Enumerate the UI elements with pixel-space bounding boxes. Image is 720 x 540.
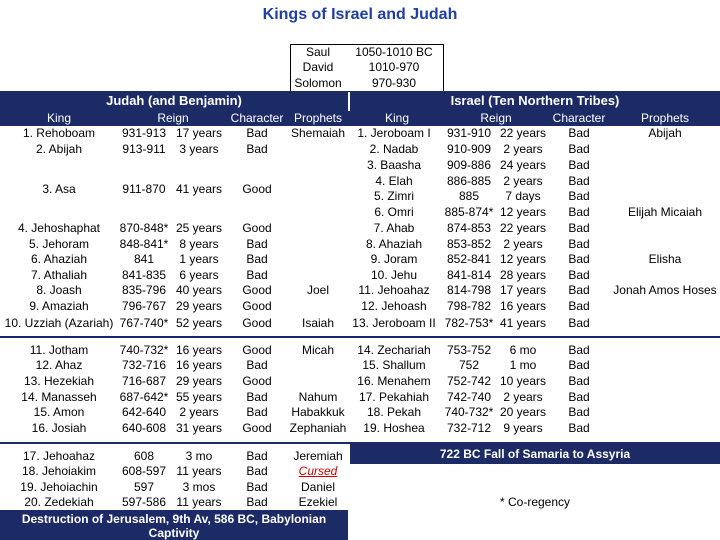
- israel-reign-cell: 732-712: [446, 421, 492, 435]
- judah-character-cell: Bad: [246, 405, 268, 419]
- israel-character-cell: Bad: [568, 205, 590, 219]
- judah-character-cell: Good: [242, 343, 272, 357]
- united-king-saul: Saul: [305, 45, 331, 59]
- israel-king-cell: 9. Joram: [370, 252, 418, 266]
- israel-years-cell: 16 years: [499, 299, 547, 313]
- prophet-jeremiah: Jeremiah: [293, 449, 343, 463]
- judah-years-cell: 2 years: [179, 405, 219, 419]
- united-king-solomon: Solomon: [294, 76, 342, 90]
- israel-col-king: King: [384, 111, 410, 125]
- prophet-jonah-amos-hoses: Jonah Amos Hoses: [613, 283, 717, 297]
- judah-header-bar: [0, 91, 348, 111]
- judah-years-cell: 11 years: [176, 495, 222, 509]
- israel-character-cell: Bad: [568, 421, 590, 435]
- fall-of-samaria-text: 722 BC Fall of Samaria to Assyria: [439, 447, 631, 461]
- judah-years-cell: 29 years: [175, 299, 223, 313]
- prophet-elisha: Elisha: [648, 252, 682, 266]
- israel-years-cell: 10 years: [499, 374, 547, 388]
- judah-king-cell: 13. Hezekiah: [23, 374, 95, 388]
- prophet-abijah: Abijah: [648, 126, 682, 140]
- israel-character-cell: Bad: [568, 299, 590, 313]
- prophet-micah: Micah: [301, 343, 334, 357]
- israel-years-cell: 7 days: [505, 189, 541, 203]
- united-years-saul: 1050-1010 BC: [355, 45, 433, 59]
- judah-character-cell: Good: [242, 374, 272, 388]
- judah-years-cell: 29 years: [175, 374, 223, 388]
- israel-character-cell: Bad: [568, 237, 590, 251]
- judah-king-cell: 14. Manasseh: [21, 390, 97, 404]
- judah-king-cell: 18. Jehoiakim: [21, 464, 97, 478]
- israel-king-cell: 17. Pekahiah: [358, 390, 430, 404]
- judah-king-cell: 16. Josiah: [31, 421, 87, 435]
- united-king-david: David: [302, 60, 334, 74]
- israel-years-cell: 2 years: [503, 142, 543, 156]
- judah-col-reign: Reign: [157, 111, 189, 125]
- israel-years-cell: 28 years: [499, 268, 547, 282]
- israel-years-cell: 6 mo: [509, 343, 537, 357]
- judah-reign-cell: 597-586: [121, 495, 167, 509]
- coregency-note: * Co-regency: [499, 495, 571, 509]
- prophet-isaiah: Isaiah: [301, 316, 335, 330]
- israel-king-cell: 3. Baasha: [366, 158, 422, 172]
- israel-reign-cell: 841-814: [446, 268, 492, 282]
- judah-character-cell: Bad: [246, 142, 268, 156]
- judah-king-cell: 7. Athaliah: [30, 268, 88, 282]
- judah-character-cell: Bad: [246, 358, 268, 372]
- page-title: Kings of Israel and Judah: [262, 6, 458, 23]
- israel-reign-cell: 886-885: [446, 174, 492, 188]
- judah-character-cell: Good: [242, 283, 272, 297]
- israel-col-reign: Reign: [480, 111, 512, 125]
- judah-years-cell: 25 years: [175, 221, 223, 235]
- prophet-elijah-micaiah: Elijah Micaiah: [627, 205, 703, 219]
- israel-character-cell: Bad: [568, 343, 590, 357]
- israel-years-cell: 22 years: [499, 221, 547, 235]
- judah-character-cell: Good: [242, 221, 272, 235]
- judah-reign-cell: 608: [133, 449, 155, 463]
- israel-years-cell: 22 years: [499, 126, 547, 140]
- israel-king-cell: 11. Jehoahaz: [358, 283, 430, 297]
- israel-character-cell: Bad: [568, 142, 590, 156]
- fall-of-samaria-banner: [350, 444, 720, 464]
- israel-reign-cell: 885-874*: [444, 205, 494, 219]
- judah-reign-cell: 642-640: [121, 405, 167, 419]
- judah-king-cell: 9. Amaziah: [29, 299, 89, 313]
- judah-king-cell: 8. Joash: [36, 283, 82, 297]
- israel-king-cell: 15. Shallum: [362, 358, 426, 372]
- judah-character-cell: Good: [242, 421, 272, 435]
- israel-character-cell: Bad: [568, 374, 590, 388]
- judah-king-cell: 15. Amon: [33, 405, 85, 419]
- judah-reign-cell: 911-870: [122, 182, 166, 196]
- judah-character-cell: Bad: [246, 268, 268, 282]
- israel-reign-cell: 814-798: [446, 283, 492, 297]
- judah-reign-cell: 640-608: [121, 421, 167, 435]
- judah-col-character: Character: [230, 111, 284, 125]
- israel-king-cell: 18. Pekah: [366, 405, 422, 419]
- prophet-shemaiah: Shemaiah: [290, 126, 346, 140]
- israel-character-cell: Bad: [568, 405, 590, 419]
- united-years-david: 1010-970: [368, 60, 420, 74]
- israel-reign-cell: 753-752: [446, 343, 492, 357]
- judah-years-cell: 16 years: [175, 358, 223, 372]
- israel-king-cell: 4. Elah: [375, 174, 413, 188]
- prophet-nahum: Nahum: [298, 390, 338, 404]
- judah-character-cell: Good: [242, 182, 272, 196]
- israel-years-cell: 2 years: [503, 174, 543, 188]
- israel-reign-cell: 852-841: [446, 252, 492, 266]
- israel-character-cell: Bad: [568, 126, 590, 140]
- destruction-banner: [0, 510, 348, 540]
- israel-character-cell: Bad: [568, 316, 590, 330]
- prophet-zephaniah: Zephaniah: [289, 421, 347, 435]
- israel-years-cell: 12 years: [499, 252, 547, 266]
- judah-years-cell: 40 years: [175, 283, 223, 297]
- israel-reign-cell: 742-740: [446, 390, 492, 404]
- judah-king-cell: 17. Jehoahaz: [22, 449, 96, 463]
- israel-reign-cell: 752-742: [446, 374, 492, 388]
- israel-reign-cell: 752: [458, 358, 480, 372]
- israel-character-cell: Bad: [568, 221, 590, 235]
- prophet-cursed-note: Cursed: [298, 464, 338, 478]
- judah-years-cell: 41 years: [175, 182, 223, 196]
- judah-character-cell: Bad: [246, 480, 268, 494]
- israel-header-bar: [350, 91, 720, 111]
- judah-king-cell: 4. Jehoshaphat: [17, 221, 101, 235]
- judah-reign-cell: 848-841*: [119, 237, 169, 251]
- israel-reign-cell: 931-910: [446, 126, 492, 140]
- israel-col-prophets: Prophets: [640, 111, 690, 125]
- judah-years-cell: 55 years: [175, 390, 223, 404]
- israel-king-cell: 6. Omri: [374, 205, 414, 219]
- judah-king-cell: 10. Uzziah (Azariah): [4, 316, 114, 330]
- judah-reign-cell: 767-740*: [119, 316, 169, 330]
- judah-king-cell: 5. Jehoram: [28, 237, 90, 251]
- judah-king-cell: 3. Asa: [42, 182, 76, 196]
- israel-years-cell: 20 years: [499, 405, 547, 419]
- judah-king-cell: 19. Jehoiachin: [20, 480, 98, 494]
- israel-reign-cell: 910-909: [446, 142, 492, 156]
- israel-character-cell: Bad: [568, 174, 590, 188]
- israel-character-cell: Bad: [568, 268, 590, 282]
- israel-years-cell: 2 years: [503, 237, 543, 251]
- israel-king-cell: 13. Jeroboam II: [352, 316, 436, 330]
- israel-reign-cell: 782-753*: [444, 316, 494, 330]
- judah-reign-cell: 796-767: [121, 299, 167, 313]
- judah-character-cell: Bad: [246, 495, 268, 509]
- israel-years-cell: 2 years: [503, 390, 543, 404]
- prophet-habakkuk: Habakkuk: [291, 405, 345, 419]
- judah-king-cell: 1. Rehoboam: [22, 126, 96, 140]
- judah-king-cell: 12. Ahaz: [35, 358, 83, 372]
- group-separator-1: [0, 336, 720, 338]
- israel-reign-cell: 885: [458, 189, 480, 203]
- judah-years-cell: 8 years: [179, 237, 219, 251]
- israel-reign-cell: 874-853: [446, 221, 492, 235]
- prophet-ezekiel: Ezekiel: [298, 495, 338, 509]
- judah-reign-cell: 687-642*: [119, 390, 169, 404]
- judah-king-cell: 20. Zedekiah: [24, 495, 94, 509]
- judah-reign-cell: 835-796: [121, 283, 167, 297]
- judah-reign-cell: 608-597: [121, 464, 167, 478]
- judah-character-cell: Bad: [246, 464, 268, 478]
- judah-reign-cell: 597: [133, 480, 155, 494]
- judah-king-cell: 2. Abijah: [35, 142, 83, 156]
- judah-reign-cell: 716-687: [121, 374, 167, 388]
- judah-character-cell: Good: [242, 316, 272, 330]
- israel-years-cell: 17 years: [499, 283, 547, 297]
- judah-reign-cell: 740-732*: [119, 343, 169, 357]
- judah-king-cell: 11. Jotham: [29, 343, 89, 357]
- judah-years-cell: 11 years: [176, 464, 222, 478]
- israel-character-cell: Bad: [568, 283, 590, 297]
- israel-reign-cell: 740-732*: [444, 405, 494, 419]
- israel-years-cell: 9 years: [503, 421, 543, 435]
- judah-reign-cell: 870-848*: [119, 221, 169, 235]
- judah-character-cell: Bad: [246, 252, 268, 266]
- united-years-solomon: 970-930: [371, 76, 417, 90]
- israel-character-cell: Bad: [568, 390, 590, 404]
- israel-reign-cell: 853-852: [446, 237, 492, 251]
- destruction-line-2: Captivity: [148, 526, 200, 540]
- prophet-daniel: Daniel: [300, 480, 336, 494]
- judah-col-prophets: Prophets: [293, 111, 343, 125]
- israel-col-character: Character: [552, 111, 606, 125]
- judah-col-king: King: [46, 111, 72, 125]
- judah-years-cell: 3 years: [179, 142, 219, 156]
- israel-king-cell: 12. Jehoash: [361, 299, 427, 313]
- destruction-line-1: Destruction of Jerusalem, 9th Av, 586 BC, Babylonian: [21, 512, 327, 526]
- israel-years-cell: 12 years: [499, 205, 547, 219]
- judah-character-cell: Bad: [246, 449, 268, 463]
- judah-header: Judah (and Benjamin): [106, 93, 242, 108]
- israel-king-cell: 7. Ahab: [373, 221, 415, 235]
- israel-character-cell: Bad: [568, 252, 590, 266]
- judah-character-cell: Bad: [246, 126, 268, 140]
- judah-character-cell: Bad: [246, 237, 268, 251]
- judah-reign-cell: 913-911: [122, 142, 166, 156]
- judah-years-cell: 6 years: [179, 268, 219, 282]
- judah-years-cell: 1 years: [179, 252, 219, 266]
- israel-character-cell: Bad: [568, 358, 590, 372]
- israel-king-cell: 10. Jehu: [370, 268, 418, 282]
- israel-king-cell: 8. Ahaziah: [365, 237, 423, 251]
- judah-years-cell: 16 years: [175, 343, 223, 357]
- judah-reign-cell: 841-835: [121, 268, 167, 282]
- judah-reign-cell: 732-716: [121, 358, 167, 372]
- israel-reign-cell: 909-886: [446, 158, 492, 172]
- israel-years-cell: 1 mo: [509, 358, 537, 372]
- israel-years-cell: 41 years: [499, 316, 547, 330]
- prophet-joel: Joel: [306, 283, 329, 297]
- judah-reign-cell: 841: [133, 252, 155, 266]
- israel-king-cell: 19. Hoshea: [363, 421, 425, 435]
- israel-header: Israel (Ten Northern Tribes): [450, 93, 620, 108]
- judah-years-cell: 31 years: [175, 421, 223, 435]
- israel-character-cell: Bad: [568, 189, 590, 203]
- israel-king-cell: 1. Jeroboam I: [357, 126, 431, 140]
- israel-reign-cell: 798-782: [446, 299, 492, 313]
- judah-years-cell: 52 years: [175, 316, 223, 330]
- israel-king-cell: 14. Zechariah: [357, 343, 431, 357]
- israel-years-cell: 24 years: [499, 158, 547, 172]
- israel-character-cell: Bad: [568, 158, 590, 172]
- judah-character-cell: Bad: [246, 390, 268, 404]
- judah-character-cell: Good: [242, 299, 272, 313]
- judah-years-cell: 17 years: [175, 126, 223, 140]
- judah-years-cell: 3 mo: [185, 449, 213, 463]
- judah-reign-cell: 931-913: [121, 126, 167, 140]
- israel-king-cell: 2. Nadab: [369, 142, 419, 156]
- judah-years-cell: 3 mos: [182, 480, 216, 494]
- israel-king-cell: 5. Zimri: [374, 189, 414, 203]
- israel-king-cell: 16. Menahem: [357, 374, 431, 388]
- judah-king-cell: 6. Ahaziah: [30, 252, 88, 266]
